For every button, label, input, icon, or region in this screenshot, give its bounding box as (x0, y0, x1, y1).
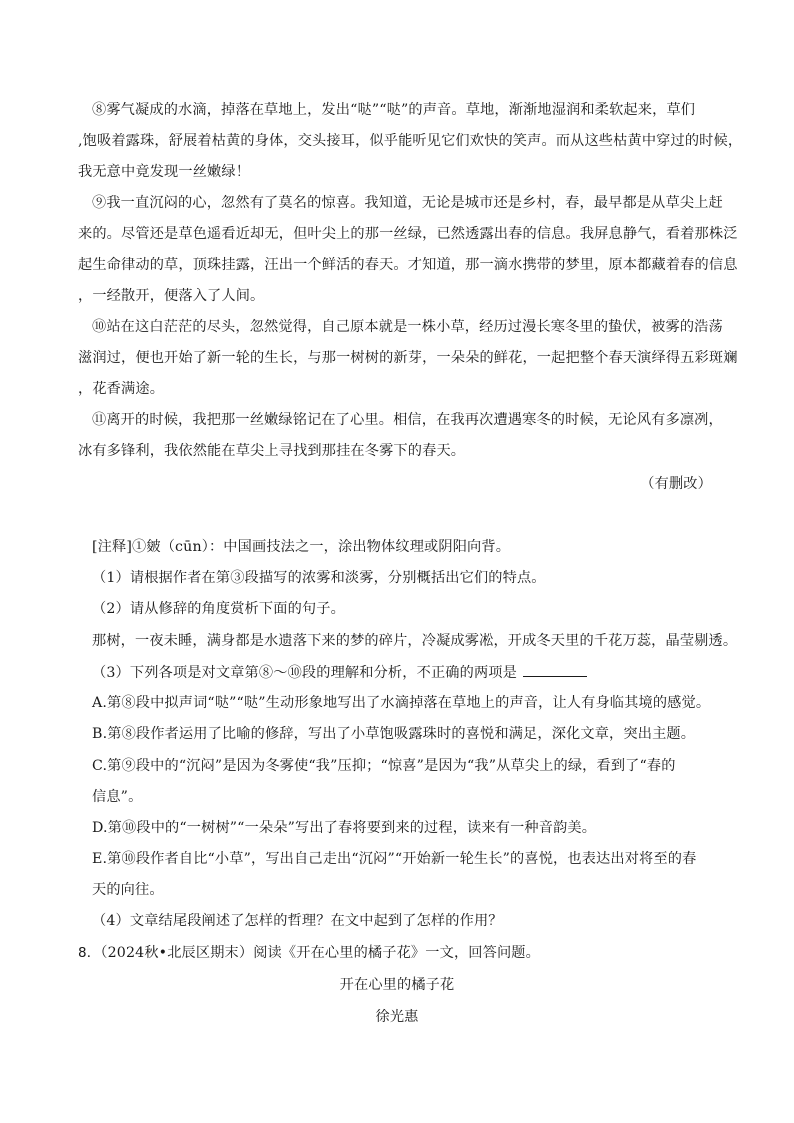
option-c-line-1: C.第⑨段中的“沉闷”是因为冬雾使“我”压抑；“惊喜”是因为“我”从草尖上的绿，看到了“春的 (92, 758, 676, 774)
item-8-heading (78, 943, 540, 963)
paragraph-10-line-2: 滋润过，便也开始了新一轮的生长，与那一树树的新芽，一朵朵的鲜花，一起把整个春天演绎得五彩斑斓 (78, 350, 738, 366)
paragraph-9-line-1: ⑨我一直沉闷的心，忽然有了莫名的惊喜。我知道，无论是城市还是乡村，春，最早都是从草尖上赶 (92, 195, 723, 211)
paragraph-10-line-3: ，花香满途。 (78, 381, 165, 397)
article-title: 开在心里的橘子花 (339, 977, 455, 993)
option-b: B.第⑧段作者运用了比喻的修辞，写出了小草饱吸露珠时的喜悦和满足，深化文章，突出主题。 (92, 726, 696, 742)
answer-blank (523, 662, 587, 677)
paragraph-8-line-2: ,饱吸着露珠，舒展着枯黄的身体，交头接耳，似乎能听见它们欢快的笑声。而从这些枯黄中穿过的时候， (78, 133, 743, 149)
paragraph-11-line-1: ⑪离开的时候，我把那一丝嫩绿铭记在了心里。相信，在我再次遭遇寒冬的时候，无论风有多凛冽， (92, 412, 723, 428)
question-2: （2）请从修辞的角度赏析下面的句子。 (92, 601, 345, 617)
annotation-note: [注释]①皴（cūn）：中国画技法之一，涂出物体纹理或阴阳向背。 (92, 539, 511, 555)
option-e-line-2: 天的向往。 (92, 882, 164, 898)
question-1: （1）请根据作者在第③段描写的浓雾和淡雾，分别概括出它们的特点。 (92, 570, 546, 586)
item-8-number: 8． (78, 945, 101, 961)
paragraph-9-line-4: ，一经散开，便落入了人间。 (78, 288, 265, 304)
option-d: D.第⑩段中的“一树树”“一朵朵”写出了春将要到来的过程，读来有一种音韵美。 (92, 820, 597, 836)
paragraph-11-line-2: 冰有多锋利，我依然能在草尖上寻找到那挂在冬雾下的春天。 (78, 443, 466, 459)
option-c-line-2: 信息”。 (92, 789, 143, 805)
question-3-text: （3）下列各项是对文章第⑧～⑩段的理解和分析，不正确的两项是 (92, 665, 517, 681)
paragraph-9-line-3: 起生命律动的草，顶珠挂露，汪出一个鲜活的春天。才知道，那一滴水携带的梦里，原本都藏着春的信息 (78, 257, 738, 273)
paragraph-8-line-1: ⑧雾气凝成的水滴，掉落在草地上，发出“哒”“哒”的声音。草地，渐渐地湿润和柔软起来，草们 (92, 102, 696, 118)
question-4: （4）文章结尾段阐述了怎样的哲理？在文中起到了怎样的作用？ (92, 913, 503, 929)
question-2-sentence: 那树，一夜未睡，满身都是水遗落下来的梦的碎片，冷凝成雾凇，开成冬天里的千花万蕊，晶莹剔透。 (92, 633, 738, 649)
option-e-line-1: E.第⑩段作者自比“小草”，写出自己走出“沉闷”“开始新一轮生长”的喜悦，也表达出对将至的春 (92, 851, 697, 867)
item-8-text: （2024秋•北辰区期末）阅读《开在心里的橘子花》一文，回答问题。 (100, 945, 540, 961)
paragraph-9-line-2: 来的。尽管还是草色遥看近却无，但叶尖上的那一丝绿，已然透露出春的信息。我屏息静气，看着那株泛 (78, 226, 738, 242)
paragraph-8-line-3: 我无意中竟发现一丝嫩绿！ (78, 164, 251, 180)
option-a: A.第⑧段中拟声词“哒”“哒”生动形象地写出了水滴掉落在草地上的声音，让人有身临其境的感觉。 (92, 695, 711, 711)
article-author: 徐光惠 (375, 1009, 419, 1025)
source-note: （有删改） (640, 476, 712, 492)
paragraph-10-line-1: ⑩站在这白茫茫的尽头，忽然觉得，自己原本就是一株小草，经历过漫长寒冬里的蛰伏，被雾的浩荡 (92, 319, 723, 335)
question-3 (92, 662, 587, 683)
